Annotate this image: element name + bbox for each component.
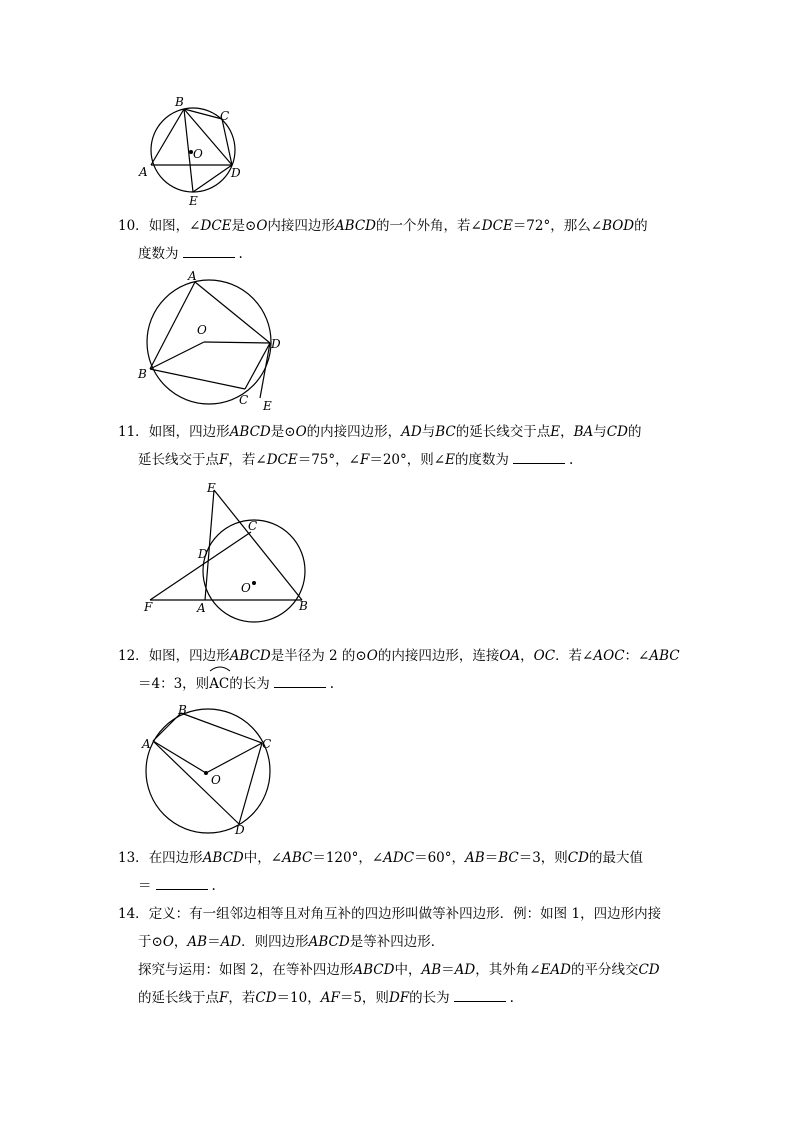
text: 是⊙ [231, 218, 257, 234]
label-c: C [262, 737, 272, 751]
label-a: A [139, 165, 148, 179]
question-14-line-3 [118, 956, 678, 984]
label-e: E [189, 194, 198, 208]
text: 如图，∠ [148, 218, 201, 234]
var: AOC [593, 648, 625, 664]
text: 是半径为 2 的⊙ [270, 648, 367, 664]
label-d: D [235, 823, 245, 837]
figure-q9-svg [135, 92, 250, 207]
label-b: B [138, 367, 147, 381]
segment-fc [150, 532, 251, 600]
label-b: B [175, 95, 184, 109]
var: ABCD [308, 934, 350, 950]
label-d: D [198, 547, 208, 561]
text: ＝75°，∠ [297, 452, 360, 468]
var: ADC [383, 850, 415, 866]
var: AD [401, 424, 422, 440]
text: 的内接四边形， [306, 424, 402, 440]
text: 的长为 [229, 676, 270, 692]
segment-ao [153, 741, 206, 773]
text: 内接四边形 [267, 218, 335, 234]
question-11-line-2 [118, 446, 678, 474]
answer-blank[interactable] [156, 875, 208, 890]
question-13-line-2 [118, 872, 678, 900]
text: 度数为 [138, 246, 179, 262]
text: 于⊙ [138, 934, 163, 950]
label-o: O [193, 147, 203, 161]
text: 如图，四边形 [148, 424, 230, 440]
var: AB [421, 962, 442, 978]
question-12-line-1 [118, 642, 678, 670]
text: ．则四边形 [241, 934, 309, 950]
question-10-line-2 [118, 240, 678, 268]
figure-q10 [135, 268, 285, 413]
text: ＝120°，∠ [312, 850, 384, 866]
question-number: 12． [118, 648, 149, 664]
text: 中，∠ [243, 850, 283, 866]
text: ＝60°， [414, 850, 466, 866]
question-10 [118, 212, 678, 268]
segment-cd [239, 743, 262, 824]
text: . [568, 452, 574, 468]
text: . [509, 990, 514, 1006]
text: ＝3，则 [518, 850, 568, 866]
text: 与 [593, 424, 607, 440]
label-o: O [211, 773, 221, 787]
var: E [445, 452, 455, 468]
text: ＝ [207, 934, 221, 950]
center-dot [204, 771, 208, 775]
var: ABCD [202, 850, 244, 866]
segment-ab [150, 282, 195, 369]
label-a: A [142, 737, 151, 751]
text: ＝ [441, 962, 455, 978]
segment-ba [153, 713, 181, 741]
var: CD [606, 424, 628, 440]
question-14-line-4 [118, 984, 678, 1012]
var: AF [320, 990, 340, 1006]
var: AD [220, 934, 242, 950]
text: 中， [394, 962, 422, 978]
text: 的平分线交 [570, 962, 639, 978]
text: . [211, 878, 216, 894]
text: 是⊙ [270, 424, 296, 440]
question-number: 13． [118, 850, 149, 866]
arc-symbol [208, 664, 232, 672]
question-10-line-1 [118, 212, 678, 240]
var: AD [454, 962, 476, 978]
label-c: C [220, 109, 230, 123]
question-14-line-2 [118, 928, 678, 956]
segment-ad [153, 741, 239, 824]
text: ：∠ [624, 648, 650, 664]
text: 延长线交于点 [138, 452, 219, 468]
var: EAD [540, 962, 571, 978]
answer-blank[interactable] [454, 987, 506, 1002]
var: DCE [200, 218, 232, 234]
question-11 [118, 418, 678, 474]
var: F [219, 990, 229, 1006]
var: BC [498, 850, 519, 866]
var: F [359, 452, 370, 468]
question-13-line-1 [118, 844, 678, 872]
var: O [366, 648, 378, 664]
segment-bc [184, 109, 222, 119]
circle-o [203, 520, 305, 622]
segment-oc [206, 743, 262, 773]
var: ABCD [353, 962, 395, 978]
segment-bc [181, 713, 262, 743]
question-number: 11． [118, 424, 149, 440]
figure-q11-svg [138, 480, 318, 635]
var: DCE [481, 218, 513, 234]
figure-q10-svg [135, 268, 285, 413]
figure-q12-svg [138, 700, 288, 840]
segment-bc [150, 369, 245, 389]
var: DCE [266, 452, 298, 468]
label-b: B [178, 703, 187, 717]
var: BC [435, 424, 456, 440]
figure-q11 [138, 480, 318, 635]
label-d: D [231, 166, 241, 180]
question-14 [118, 900, 678, 1012]
segment-ea [205, 490, 214, 600]
var: F [219, 452, 229, 468]
text: . [329, 676, 335, 692]
label-o: O [197, 323, 207, 337]
text: 的 [627, 424, 642, 440]
var: CD [638, 962, 660, 978]
question-number: 14． [118, 906, 149, 922]
text: 的长为 [409, 990, 450, 1006]
var: OC [533, 648, 556, 664]
answer-blank[interactable] [513, 449, 565, 464]
label-c: C [239, 393, 249, 407]
figure-q12 [138, 700, 288, 840]
var: AB [465, 850, 485, 866]
var: ABC [649, 648, 680, 664]
segment-od [204, 342, 270, 343]
text: ， [520, 648, 534, 664]
label-a: A [188, 269, 197, 283]
text: ， [173, 934, 188, 950]
text: 的延长线于点 [138, 990, 219, 1006]
var: ABC [282, 850, 313, 866]
segment-ba [151, 109, 184, 165]
var: DF [388, 990, 410, 1006]
text: 如图，四边形 [148, 648, 230, 664]
question-12 [118, 642, 678, 698]
text: ＝4：3，则 [138, 676, 210, 692]
circle-o [146, 709, 270, 833]
label-d: D [271, 337, 281, 351]
text: 的一个外角，若∠ [375, 218, 482, 234]
text: ，其外角∠ [475, 962, 541, 978]
text: 定义：有一组邻边相等且对角互补的四边形叫做等补四边形．例：如图 1，四边形内接 [148, 906, 662, 922]
arc-ac [209, 670, 229, 698]
arc-label: AC [209, 676, 230, 692]
label-o: O [241, 581, 251, 595]
text: 的 [634, 218, 648, 234]
var: O [295, 424, 307, 440]
text: ，若∠ [228, 452, 267, 468]
text: 在四边形 [148, 850, 203, 866]
var: CD [255, 990, 277, 1006]
var: ABCD [229, 648, 271, 664]
question-14-line-1 [118, 900, 678, 928]
text: ， [560, 424, 574, 440]
text: ＝ [138, 878, 152, 894]
text: 的度数为 [454, 452, 509, 468]
var: E [550, 424, 561, 440]
label-e: E [263, 399, 272, 413]
text: 探究与运用：如图 2，在等补四边形 [138, 962, 354, 978]
question-11-line-1 [118, 418, 678, 446]
answer-blank[interactable] [274, 673, 326, 688]
question-number: 10． [118, 218, 149, 234]
label-a: A [197, 601, 206, 615]
text: ＝ [484, 850, 499, 866]
answer-blank[interactable] [183, 243, 235, 258]
var: ABCD [229, 424, 271, 440]
text: ，若 [228, 990, 256, 1006]
var: BOD [602, 218, 635, 234]
text: ．若∠ [555, 648, 594, 664]
segment-eb [214, 490, 302, 600]
text: ＝72°，那么∠ [512, 218, 603, 234]
text: 的内接四边形，连接 [377, 648, 500, 664]
question-13 [118, 844, 678, 900]
question-12-line-2 [118, 670, 678, 698]
var: BA [573, 424, 594, 440]
var: CD [567, 850, 589, 866]
label-f: F [144, 600, 153, 614]
center-dot [252, 581, 256, 585]
text: 是等补四边形． [349, 934, 445, 950]
label-e: E [207, 481, 216, 495]
text: 的延长线交于点 [455, 424, 551, 440]
label-b: B [299, 599, 308, 613]
var: O [256, 218, 268, 234]
text: ＝10， [276, 990, 321, 1006]
text: ＝20°，则∠ [369, 452, 446, 468]
var: O [162, 934, 174, 950]
var: OA [499, 648, 521, 664]
figure-q9 [135, 92, 250, 207]
text: 的最大值 [588, 850, 643, 866]
var: AB [187, 934, 208, 950]
var: ABCD [334, 218, 376, 234]
text: 与 [421, 424, 436, 440]
text: . [238, 246, 243, 262]
segment-bo [150, 342, 204, 369]
text: ＝5，则 [339, 990, 389, 1006]
segment-ed [193, 165, 232, 192]
label-c: C [248, 519, 258, 533]
